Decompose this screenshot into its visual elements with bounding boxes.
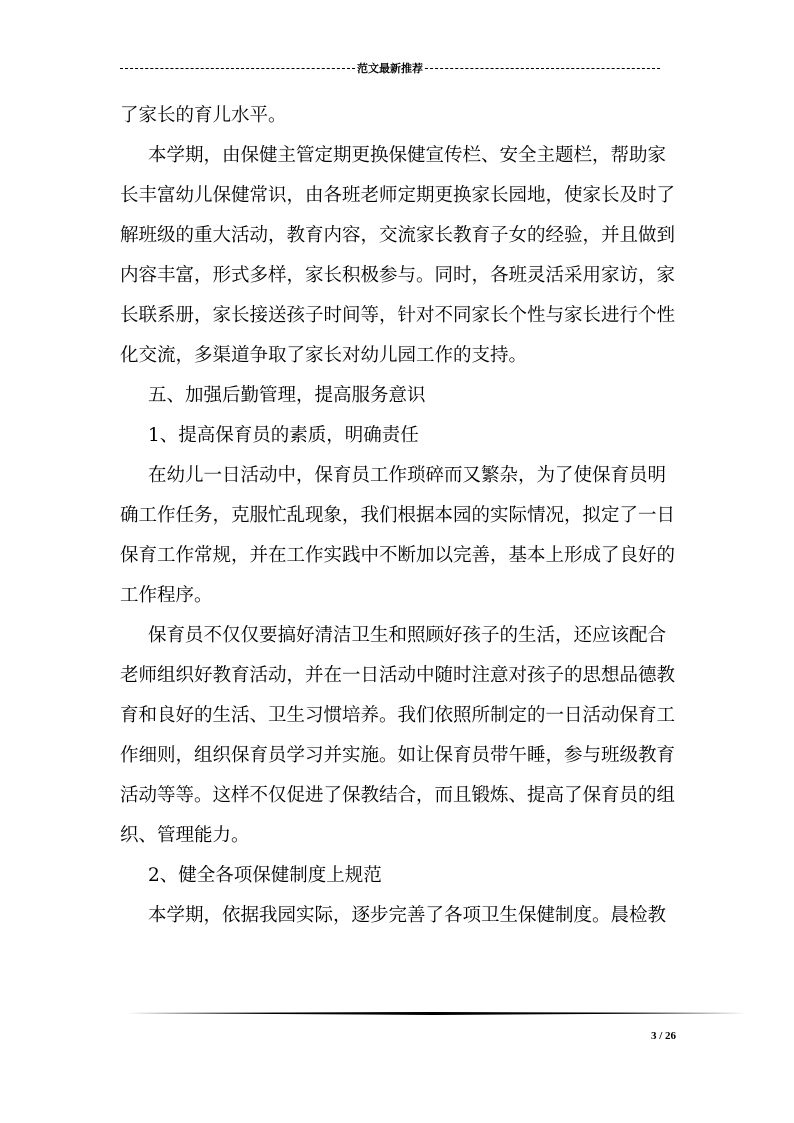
header-dashed-rule-right	[425, 68, 660, 69]
paragraph-line: 本学期，由保健主管定期更换保健宣传栏、安全主题栏，帮助家	[148, 145, 667, 166]
section-heading: 五、加强后勤管理，提高服务意识	[148, 385, 426, 406]
header-title: 范文最新推荐	[357, 62, 423, 75]
paragraph-line: 在幼儿一日活动中，保育员工作琐碎而又繁杂，为了使保育员明	[148, 465, 667, 486]
paragraph-line: 了家长的育儿水平。	[120, 105, 287, 126]
header-dashed-rule-left	[120, 68, 355, 69]
page-number: 3 / 26	[650, 1030, 676, 1042]
paragraph-line: 确工作任务，克服忙乱现象，我们根据本园的实际情况，拟定了一日	[120, 505, 676, 526]
subsection-heading: 1、提高保育员的素质，明确责任	[148, 425, 419, 446]
footer-rule	[120, 1012, 746, 1015]
paragraph-line: 作细则，组织保育员学习并实施。如让保育员带午睡，参与班级教育	[120, 745, 676, 766]
subsection-heading: 2、健全各项保健制度上规范	[148, 865, 382, 886]
paragraph-line: 保育工作常规，并在工作实践中不断加以完善，基本上形成了良好的	[120, 545, 676, 566]
document-body	[120, 96, 680, 936]
paragraph-line: 育和良好的生活、卫生习惯培养。我们依照所制定的一日活动保育工	[120, 705, 676, 726]
paragraph-line: 化交流，多渠道争取了家长对幼儿园工作的支持。	[120, 345, 528, 366]
paragraph-line: 长丰富幼儿保健常识，由各班老师定期更换家长园地，使家长及时了	[120, 185, 676, 206]
paragraph-line: 保育员不仅仅要搞好清洁卫生和照顾好孩子的生活，还应该配合	[148, 625, 667, 646]
paragraph-line: 内容丰富，形式多样，家长积极参与。同时，各班灵活采用家访，家	[120, 265, 676, 286]
paragraph-line: 长联系册，家长接送孩子时间等，针对不同家长个性与家长进行个性	[120, 305, 676, 326]
paragraph-line: 本学期，依据我园实际，逐步完善了各项卫生保健制度。晨检教	[148, 905, 667, 926]
paragraph-line: 工作程序。	[120, 585, 213, 606]
paragraph-line: 活动等等。这样不仅促进了保教结合，而且锻炼、提高了保育员的组	[120, 785, 676, 806]
paragraph-line: 解班级的重大活动，教育内容，交流家长教育子女的经验，并且做到	[120, 225, 676, 246]
paragraph-line: 织、管理能力。	[120, 825, 250, 846]
page-header	[120, 60, 660, 76]
paragraph-line: 老师组织好教育活动，并在一日活动中随时注意对孩子的思想品德教	[120, 665, 676, 686]
